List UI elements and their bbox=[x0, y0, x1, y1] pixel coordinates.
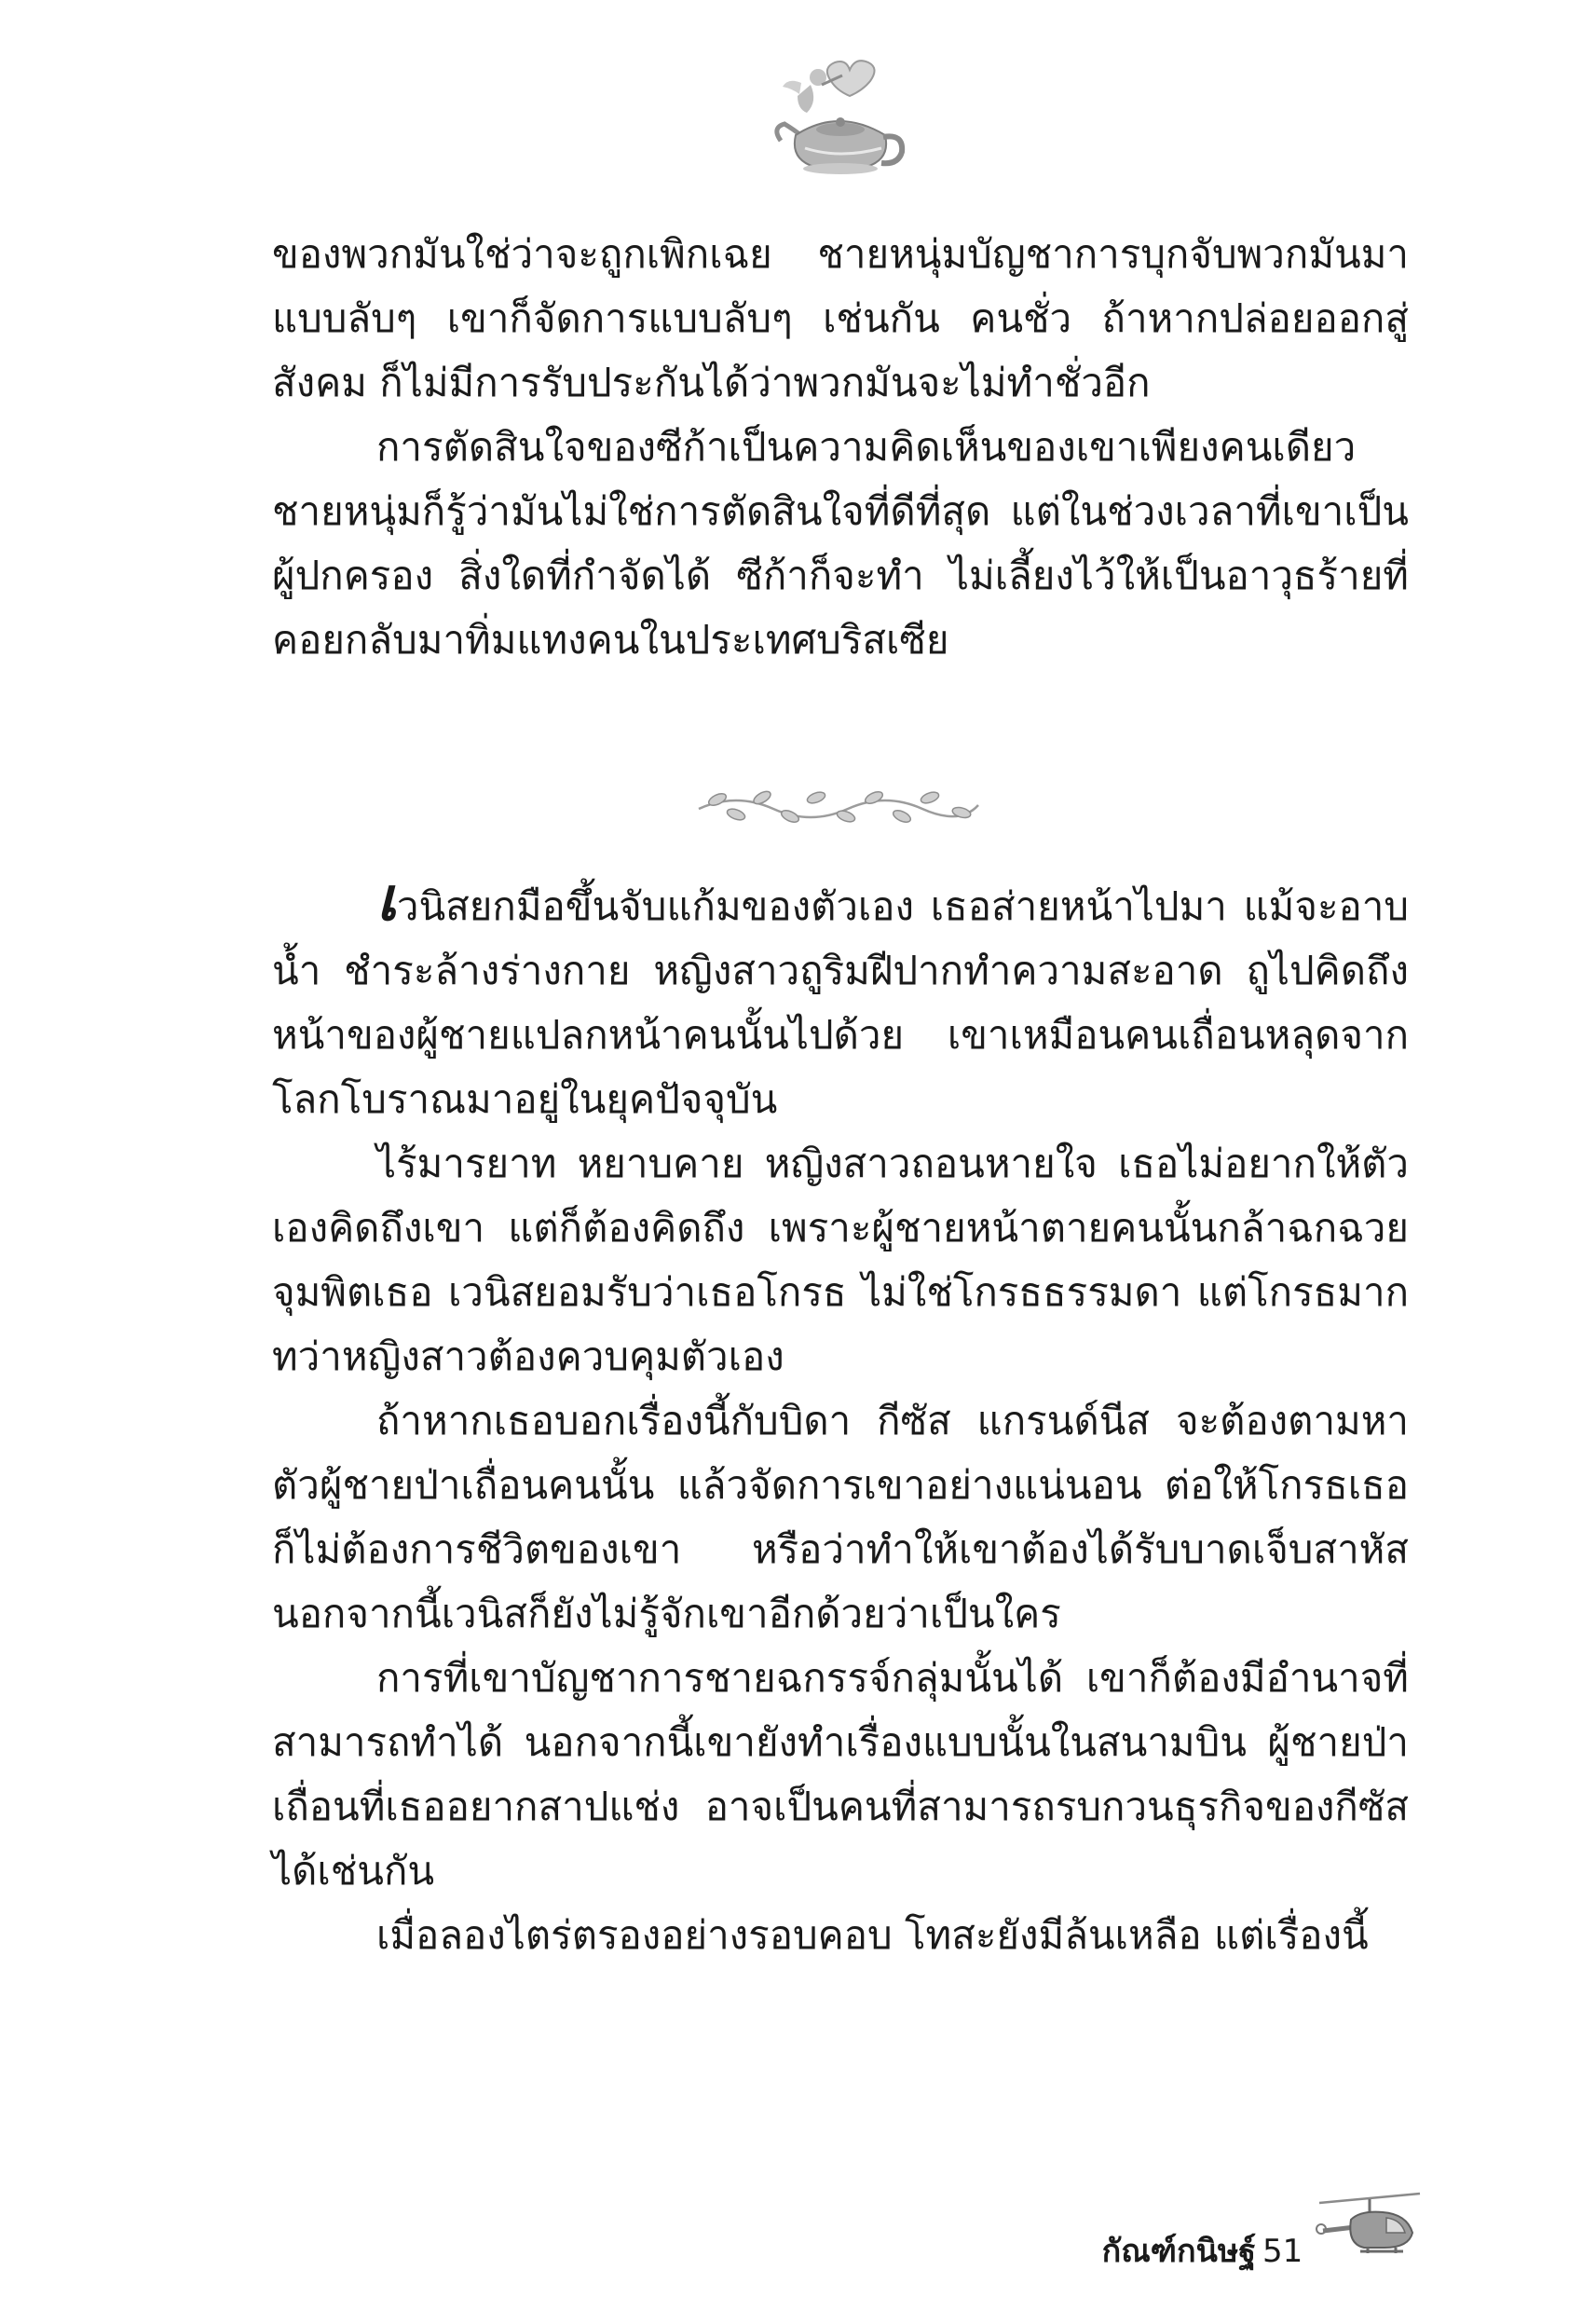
paragraph-4: ถ้าหากเธอบอกเรื่องนี้กับบิดา กีซัส แกรนด์นีส จะต้องตามหาตัวผู้ชายป่าเถื่อนคนนั้น แล้วจัดการเขาอย่างแน่นอน ต่อให้โกรธเธอก็ไม่ต้องการชีวิตของเขา หรือว่าทำให้เขาต้องได้รับบาดเจ็บสาหัส นอกจากนี้เวนิสก็ยังไม่รู้จักเขาอีกด้วยว่าเป็นใคร bbox=[272, 1398, 1409, 1636]
page-text-bottom bbox=[272, 865, 1409, 1967]
page-text-top bbox=[272, 222, 1409, 672]
section-opening-text: วนิสยกมือขึ้นจับแก้มของตัวเอง เธอส่ายหน้าไปมา แม้จะอาบน้ำ ชำระล้างร่างกาย หญิงสาวถูริมฝีปากทำความสะอาด ถูไปคิดถึงหน้าของผู้ชายแปลกหน้าคนนั้นไปด้วย เขาเหมือนคนเถื่อนหลุดจากโลกโบราณมาอยู่ในยุคปัจจุบัน bbox=[272, 883, 1409, 1122]
book-title: กัณฑ์กนิษฐ์ bbox=[1101, 2233, 1256, 2270]
paragraph-5: การที่เขาบัญชาการชายฉกรรจ์กลุ่มนั้นได้ เขาก็ต้องมีอำนาจที่สามารถทำได้ นอกจากนี้เขายังทำเรื่องแบบนั้นในสนามบิน ผู้ชายป่าเถื่อนที่เธออยากสาปแช่ง อาจเป็นคนที่สามารถรบกวนธุรกิจของกีซัสได้เช่นกัน bbox=[272, 1655, 1409, 1894]
paragraph-3: ไร้มารยาท หยาบคาย หญิงสาวถอนหายใจ เธอไม่อยากให้ตัวเองคิดถึงเขา แต่ก็ต้องคิดถึง เพราะผู้ชายหน้าตายคนนั้นกล้าฉกฉวยจุมพิตเธอ เวนิสยอมรับว่าเธอโกรธ ไม่ใช่โกรธธรรมดา แต่โกรธมากทว่าหญิงสาวต้องควบคุมตัวเอง bbox=[272, 1141, 1409, 1379]
page-number: 51 bbox=[1262, 2233, 1303, 2270]
section-opening-paragraph bbox=[272, 865, 1409, 1131]
helicopter-icon bbox=[1314, 2190, 1425, 2264]
vine-divider-icon bbox=[689, 781, 988, 833]
drop-letter: เ bbox=[376, 865, 397, 935]
teapot-with-cupid-icon bbox=[764, 51, 913, 177]
paragraph-1: ของพวกมันใช่ว่าจะถูกเพิกเฉย ชายหนุ่มบัญชาการบุกจับพวกมันมาแบบลับๆ เขาก็จัดการแบบลับๆ เช่นกัน คนชั่ว ถ้าหากปล่อยออกสู่สังคม ก็ไม่มีการรับประกันได้ว่าพวกมันจะไม่ทำชั่วอีก bbox=[272, 231, 1409, 405]
paragraph-6: เมื่อลองไตร่ตรองอย่างรอบคอบ โทสะยังมีล้นเหลือ แต่เรื่องนี้ bbox=[376, 1912, 1369, 1958]
paragraph-2: การตัดสินใจของซีก้าเป็นความคิดเห็นของเขาเพียงคนเดียว ชายหนุ่มก็รู้ว่ามันไม่ใช่การตัดสินใจที่ดีที่สุด แต่ในช่วงเวลาที่เขาเป็นผู้ปกครอง สิ่งใดที่กำจัดได้ ซีก้าก็จะทำ ไม่เลี้ยงไว้ให้เป็นอาวุธร้ายที่คอยกลับมาทิ่มแทงคนในประเทศบริสเซีย bbox=[272, 424, 1409, 663]
